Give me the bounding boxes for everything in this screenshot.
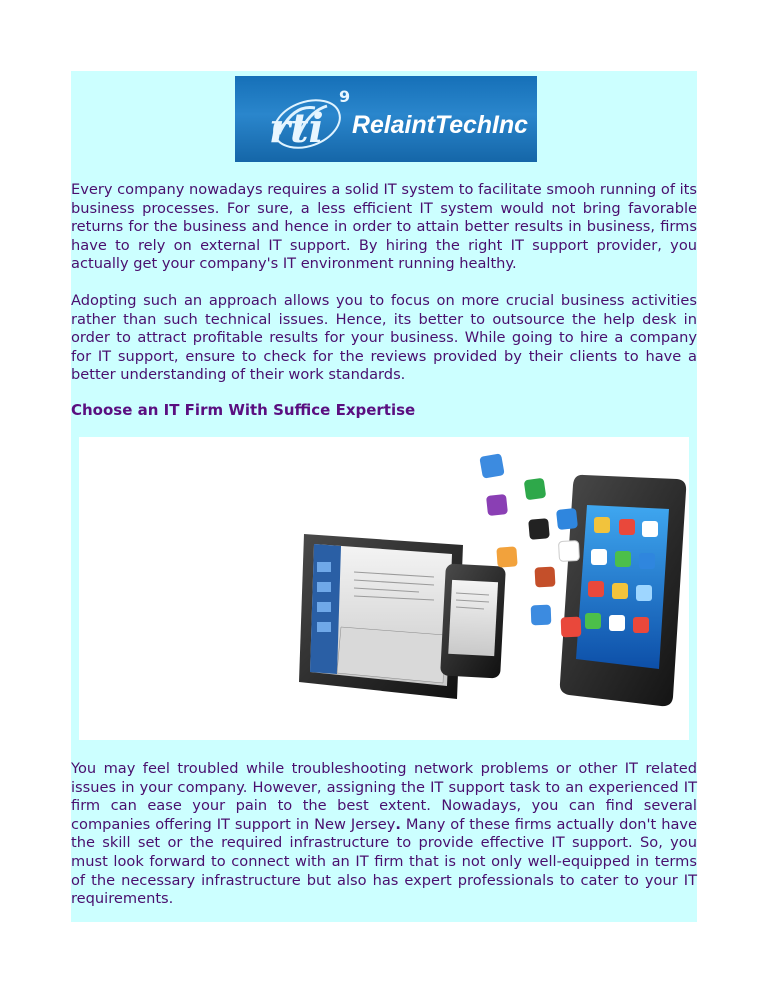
devices-illustration <box>79 437 689 740</box>
tablet-device <box>299 534 463 699</box>
svg-text:RelaintTechInc: RelaintTechInc <box>352 111 529 139</box>
intro-paragraph: Every company nowadays requires a solid IT system to facilitate smooh running of its business processes. For sure, a less efficient IT system would not bring favorable returns for the business and hence in order to attain better results in business, firms have to rely on external IT support. By hiring the right IT support provider, you actually get your company's IT environment running healthy. <box>71 181 697 273</box>
small-phone-device <box>440 564 506 679</box>
svg-text:9: 9 <box>339 87 351 106</box>
approach-paragraph: Adopting such an approach allows you to focus on more crucial business activities rather than such technical issues. Hence, its better to outsource the help desk in order to attract profitable results for your business. While going to hire a company for IT support, ensure to check for the reviews provided by their clients to have a better understanding of their work standards. <box>71 292 697 384</box>
company-logo <box>235 76 537 162</box>
smartphone-device <box>560 475 686 706</box>
bold-period: . <box>395 815 401 833</box>
svg-text:rti: rti <box>269 105 324 152</box>
troubleshooting-paragraph <box>71 760 697 909</box>
section-heading: Choose an IT Firm With Suffice Expertise <box>71 401 416 419</box>
troubleshooting-text-start: You may feel troubled while troubleshooting network problems or other IT related issues in your company. However, assigning the IT support task to an experienced IT firm can ease your pain to the best extent. Nowadays, you can find several companies offering IT support in New Jersey <box>71 760 697 833</box>
troubleshooting-text-end: Many of these firms actually don't have the skill set or the required infrastructure to provide effective IT support. So, you must look forward to connect with an IT firm that is not only well-equipped in terms of the necessary infrastructure but also has expert professionals to cater to your IT requirements. <box>71 815 698 908</box>
